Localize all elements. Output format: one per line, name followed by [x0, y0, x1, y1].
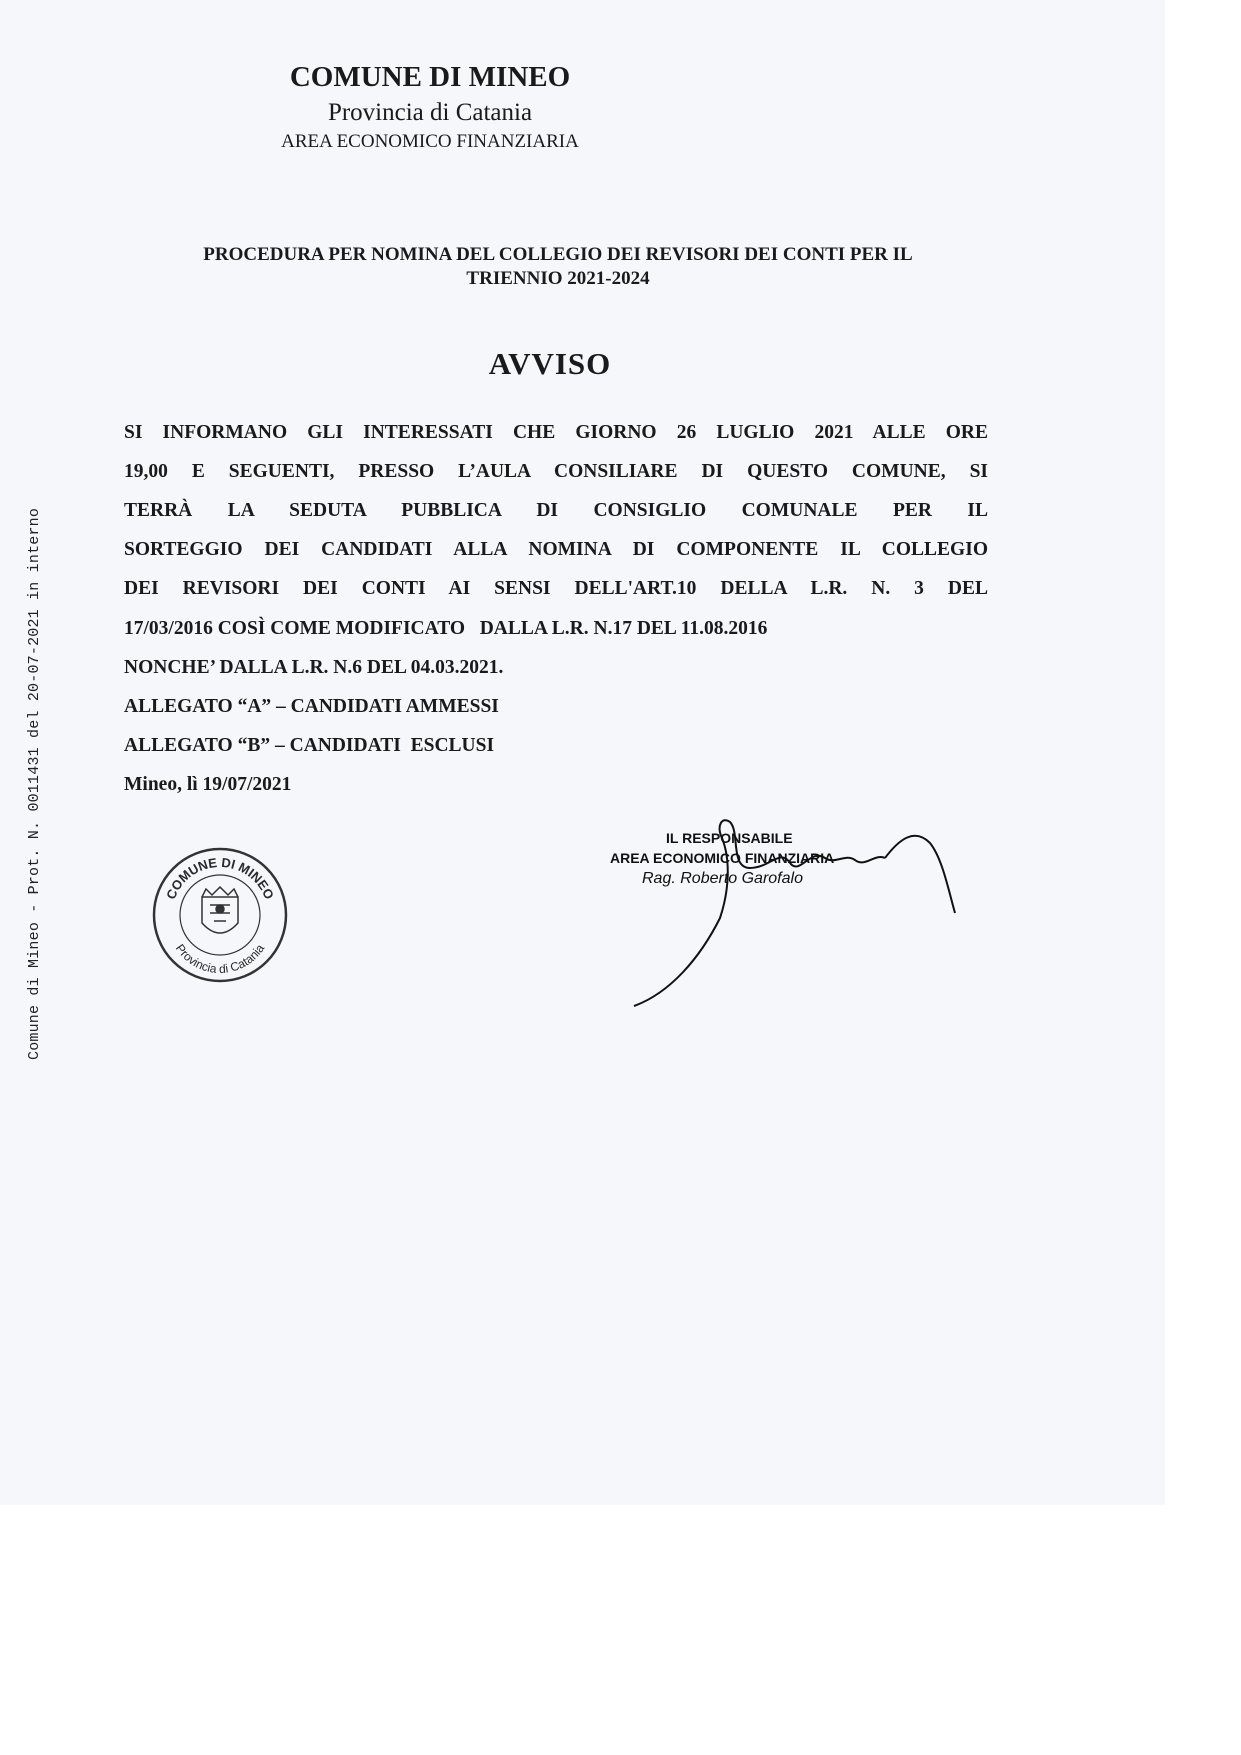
municipal-seal: [150, 845, 290, 985]
protocol-stamp: Comune di Mineo - Prot. N. 0011431 del 20-07-2021 in interno: [26, 507, 43, 1060]
body-line: TERRÀ LA SEDUTA PUBBLICA DI CONSIGLIO COMUNALE PER IL: [124, 500, 988, 521]
body-line: 17/03/2016 COSÌ COME MODIFICATO DALLA L.R. N.17 DEL 11.08.2016: [124, 618, 768, 639]
body-line: NONCHE’ DALLA L.R. N.6 DEL 04.03.2021.: [124, 657, 504, 678]
body-line: 19,00 E SEGUENTI, PRESSO L’AULA CONSILIARE DI QUESTO COMUNE, SI: [124, 461, 988, 482]
procedure-title-line: TRIENNIO 2021-2024: [466, 268, 650, 289]
body-line: SORTEGGIO DEI CANDIDATI ALLA NOMINA DI COMPONENTE IL COLLEGIO: [124, 539, 988, 560]
coat-of-arms-icon: [202, 887, 238, 933]
signature-name: Rag. Roberto Garofalo: [642, 870, 803, 887]
provincia-heading: Provincia di Catania: [327, 99, 533, 126]
signature-block: [610, 808, 1000, 1018]
attachment-a: ALLEGATO “A” – CANDIDATI AMMESSI: [124, 696, 499, 717]
signature-role: IL RESPONSABILE: [666, 830, 793, 846]
body-line: SI INFORMANO GLI INTERESSATI CHE GIORNO 26 LUGLIO 2021 ALLE ORE: [124, 422, 988, 443]
comune-heading: COMUNE DI MINEO: [289, 61, 571, 93]
procedure-title: [118, 243, 998, 291]
attachment-b: ALLEGATO “B” – CANDIDATI ESCLUSI: [124, 735, 495, 756]
body-line: DEI REVISORI DEI CONTI AI SENSI DELL'ART.10 DELLA L.R. N. 3 DEL: [124, 578, 988, 599]
area-heading: AREA ECONOMICO FINANZIARIA: [281, 131, 579, 152]
seal-text-top: COMUNE DI MINEO: [163, 854, 277, 902]
procedure-title-line: PROCEDURA PER NOMINA DEL COLLEGIO DEI REVISORI DEI CONTI PER IL: [203, 244, 913, 265]
notice-title: AVVISO: [488, 346, 612, 381]
place-date: Mineo, lì 19/07/2021: [124, 774, 292, 795]
signature-area: AREA ECONOMICO FINANZIARIA: [610, 850, 835, 866]
seal-text-bottom: Provincia di Catania: [172, 941, 268, 977]
